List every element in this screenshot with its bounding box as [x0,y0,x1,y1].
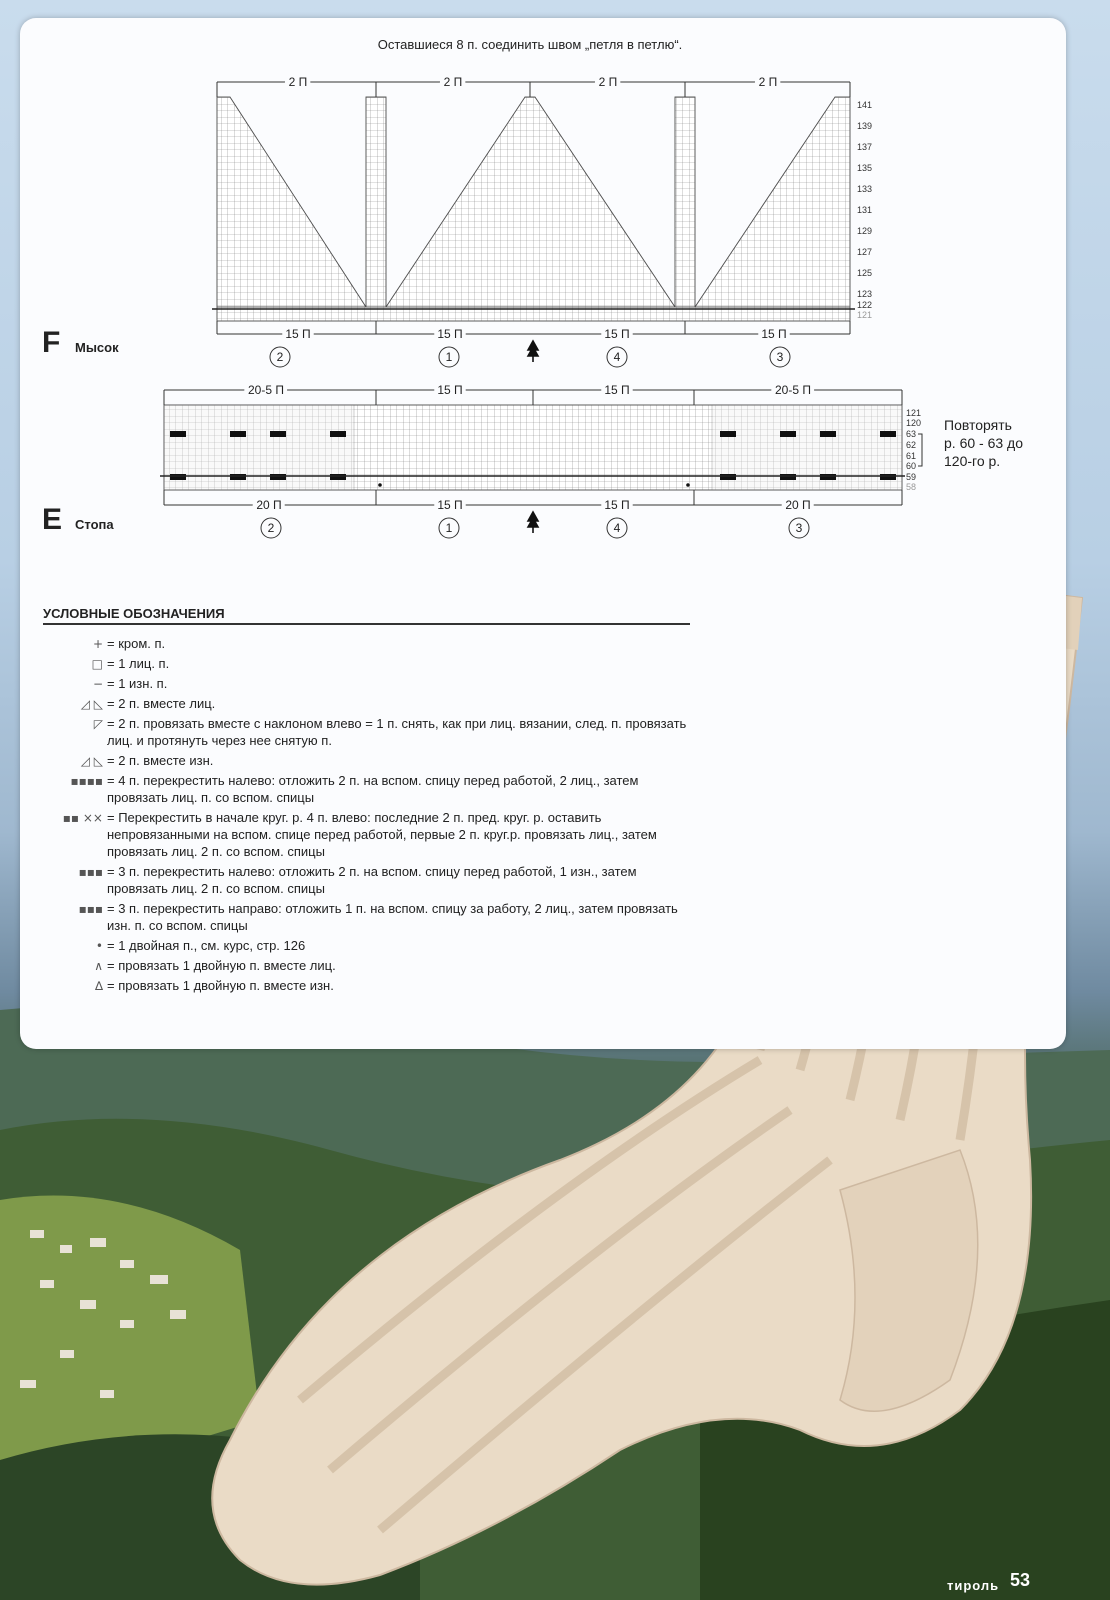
legend-text: = 2 п. провязать вместе с наклоном влево = 1 п. снять, как при лиц. вязании, след. п. провязать лиц. и протянуть через нее снятую п. [107,716,687,748]
legend-symbol-icon: ∆ [94,979,103,993]
toe-section-letter: F [42,326,61,359]
foot-row-number: 63 [906,429,917,439]
legend-symbol-icon: − [92,677,103,691]
legend-item [43,957,693,974]
legend-symbol-icon: ▪▪▪ [78,865,103,879]
legend-item [43,977,693,994]
legend-symbol-icon: ▪▪▪ [78,902,103,916]
toe-row-number: 121 [857,310,873,320]
legend-item [43,863,693,897]
legend-item [43,715,693,749]
legend-symbol-icon: □ [91,657,103,671]
toe-circled-number: 3 [776,350,784,364]
page-number: 53 [1010,1570,1031,1590]
legend-symbol-icon: • [95,939,103,953]
legend-item [43,900,693,934]
legend-text: = 1 изн. п. [107,676,168,691]
toe-top-label: 2 П [443,75,463,89]
legend-text: = провязать 1 двойную п. вместе лиц. [107,958,336,973]
toe-circled-number: 1 [445,350,453,364]
toe-row-number: 129 [857,226,873,236]
foot-row-number: 59 [906,472,917,482]
toe-circled-number: 2 [276,350,284,364]
repeat-note [944,416,1023,470]
legend-divider [43,623,690,625]
toe-circled-number: 4 [613,350,621,364]
legend-item [43,635,693,652]
foot-circled-number: 3 [795,521,803,535]
foot-circled-number: 4 [613,521,621,535]
toe-row-number: 141 [857,100,873,110]
toe-row-number: 123 [857,289,873,299]
toe-chart-grid [217,97,850,321]
toe-section-name: Мысок [75,340,119,355]
repeat-note-line: Повторять [944,417,1012,433]
foot-bottom-label: 15 П [604,498,630,512]
legend-symbol-icon: ◿ ◺ [80,697,103,711]
legend-symbol-icon: ▪▪▪▪ [70,774,103,788]
legend-text: = 3 п. перекрестить налево: отложить 2 п. на вспом. спицу перед работой, 1 изн., затем провязать лиц. 2 п. со вспом. спицы [107,864,637,896]
repeat-note-line: р. 60 - 63 до [944,435,1023,451]
toe-top-label: 2 П [758,75,778,89]
toe-row-number: 127 [857,247,873,257]
foot-bottom-label: 20 П [256,498,282,512]
legend-text: = 2 п. вместе изн. [107,753,214,768]
foot-circled-number: 2 [267,521,275,535]
foot-row-number: 121 [906,408,922,418]
toe-row-number: 137 [857,142,873,152]
foot-section-name: Стопа [75,517,114,532]
legend-item [43,675,693,692]
foot-top-label: 20-5 П [248,383,284,397]
legend-text: = 2 п. вместе лиц. [107,696,216,711]
legend-title: УСЛОВНЫЕ ОБОЗНАЧЕНИЯ [43,606,225,621]
magazine-brand: тироль [947,1578,1000,1593]
legend-symbol-icon: ◸ [93,717,103,731]
foot-top-label: 15 П [437,383,463,397]
toe-top-label: 2 П [598,75,618,89]
toe-bottom-label: 15 П [604,327,630,341]
legend-item [43,655,693,672]
legend-item [43,772,693,806]
toe-row-number: 131 [857,205,873,215]
foot-bottom-label: 15 П [437,498,463,512]
legend-text: = Перекрестить в начале круг. р. 4 п. влево: последние 2 п. пред. круг. р. оставить непровязанными на вспом. спице перед работой, первые 2 п. круг.р. провязать лиц., затем провязать лиц. 2 п. со вспом. спицы [107,810,657,859]
toe-row-number: 133 [857,184,873,194]
toe-center-arrow [528,341,538,362]
legend-symbol-icon: + [92,637,103,651]
legend-text: = провязать 1 двойную п. вместе изн. [107,978,334,993]
foot-top-label: 20-5 П [775,383,811,397]
toe-bottom-label: 15 П [437,327,463,341]
knitting-charts [0,0,1110,560]
foot-row-number: 58 [906,482,917,492]
legend-item [43,937,693,954]
foot-top-label: 15 П [604,383,630,397]
toe-bottom-label: 15 П [285,327,311,341]
foot-row-number: 62 [906,440,917,450]
finishing-instruction: Оставшиеся 8 п. соединить швом „петля в петлю“. [377,37,683,52]
legend-text: = 1 двойная п., см. курс, стр. 126 [107,938,306,953]
toe-row-number: 125 [857,268,873,278]
toe-row-number: 122 [857,300,873,310]
legend-text: = 4 п. перекрестить налево: отложить 2 п. на вспом. спицу перед работой, 2 лиц., затем провязать лиц. п. со вспом. спицы [107,773,639,805]
foot-row-numbers [906,408,921,492]
legend-text: = 1 лиц. п. [107,656,170,671]
foot-row-number: 60 [906,461,917,471]
legend-list [43,635,693,997]
legend-item [43,809,693,860]
toe-row-number: 139 [857,121,873,131]
legend-symbol-icon: ∧ [94,959,103,973]
legend-text: = 3 п. перекрестить направо: отложить 1 п. на вспом. спицу за работу, 2 лиц., затем провязать изн. п. со вспом. спицы [107,901,678,933]
repeat-note-line: 120-го р. [944,453,1001,469]
foot-bottom-label: 20 П [785,498,811,512]
legend-symbol-icon: ◿ ◺ [80,754,103,768]
foot-circled-number: 1 [445,521,453,535]
legend-text: = кром. п. [107,636,166,651]
foot-row-number: 61 [906,451,917,461]
toe-bottom-label: 15 П [761,327,787,341]
toe-row-number: 135 [857,163,873,173]
legend-symbol-icon: ▪▪ ×× [62,811,103,825]
legend-item [43,752,693,769]
foot-row-number: 120 [906,418,922,428]
legend-item [43,695,693,712]
foot-section-letter: E [42,503,63,536]
toe-row-numbers [857,100,872,320]
toe-top-label: 2 П [288,75,308,89]
foot-center-arrow [528,512,538,533]
